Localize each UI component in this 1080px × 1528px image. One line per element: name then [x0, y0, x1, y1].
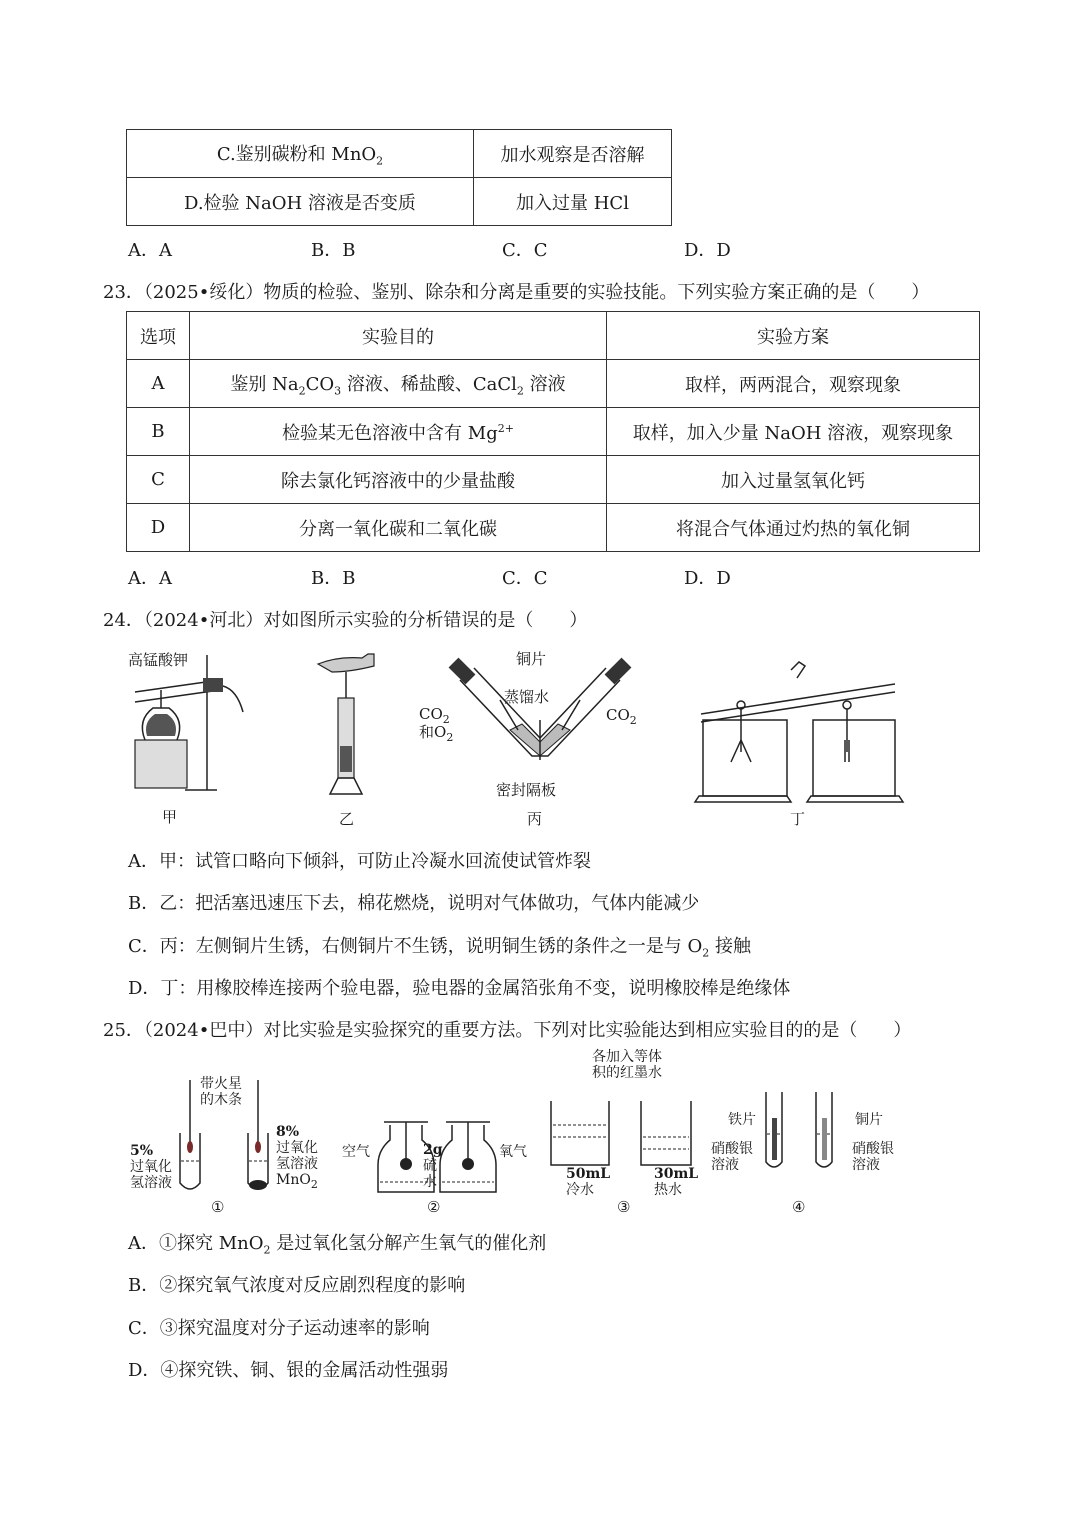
h2o2-5-label: 5% 过氧化 氢溶液: [130, 1143, 172, 1191]
caption-3: ③: [617, 1198, 631, 1216]
q24-stem: 24．（2024•河北）对如图所示实验的分析错误的是（ ）: [103, 610, 588, 631]
table-cell: 鉴别 $Na_2CO_3$ 溶液、稀盐酸、CaCl$_2$ 溶液: [190, 360, 607, 408]
q25-stem: 25．（2024•巴中）对比实验是实验探究的重要方法。下列对比实验能达到相应实验目的的是（ ）: [103, 1020, 912, 1041]
q25-answer-c[interactable]: C．③探究温度对分子运动速率的影响: [128, 1318, 430, 1339]
table-cell: C.鉴别碳粉和 MnO$_2$: [127, 130, 474, 178]
co2-o2-label-2: 和$O_2$: [419, 723, 454, 744]
table-cell: A: [127, 360, 190, 408]
q25-answer-b[interactable]: B．②探究氧气浓度对反应剧烈程度的影响: [128, 1275, 466, 1296]
option-a[interactable]: A．A: [128, 568, 172, 589]
co2-label: $CO_2$: [606, 706, 637, 727]
splint-label: 带火星 的木条: [200, 1076, 242, 1108]
table-cell: 加入过量氢氧化钙: [607, 456, 980, 504]
table-cell: C: [127, 456, 190, 504]
table-cell: 取样，加入少量 NaOH 溶液，观察现象: [607, 408, 980, 456]
caption-4: ④: [792, 1198, 806, 1216]
cold-water-label: 50mL 冷水: [566, 1166, 611, 1198]
iron-label: 铁片: [728, 1112, 756, 1128]
sulfur-label: 2g 硫 水: [423, 1142, 443, 1190]
caption-bing: 丙: [527, 810, 543, 828]
table-header: 实验方案: [607, 312, 980, 360]
partition-label: 密封隔板: [496, 781, 557, 799]
hot-water-label: 30mL 热水: [654, 1166, 699, 1198]
figure-air-piston: [310, 654, 380, 804]
distilled-water-label: 蒸馏水: [504, 688, 550, 706]
q25-answer-d[interactable]: D．④探究铁、铜、银的金属活动性强弱: [128, 1360, 449, 1381]
kmno4-label: 高锰酸钾: [128, 651, 189, 669]
figure-beakers: [545, 1095, 695, 1175]
co2-o2-label: $CO_2$: [419, 705, 450, 726]
table-cell: 加水观察是否溶解: [474, 130, 672, 178]
q22-table: [126, 129, 672, 226]
option-d[interactable]: D．D: [684, 240, 731, 261]
table-cell: 取样，两两混合，观察现象: [607, 360, 980, 408]
ink-label: 各加入等体 积的红墨水: [592, 1049, 662, 1081]
caption-2: ②: [427, 1198, 441, 1216]
option-d[interactable]: D．D: [684, 568, 731, 589]
q25-answer-a[interactable]: A．①探究 MnO$_2$ 是过氧化氢分解产生氧气的催化剂: [128, 1233, 547, 1257]
air-label: 空气: [342, 1144, 370, 1160]
q24-answer-c[interactable]: C．丙：左侧铜片生锈，右侧铜片不生锈，说明铜生锈的条件之一是与 $O_2$ 接触: [128, 936, 751, 960]
table-header: 实验目的: [190, 312, 607, 360]
q23-table: [126, 311, 980, 552]
h2o2-8-label: 8% 过氧化 氢溶液 MnO$_2$: [276, 1124, 318, 1191]
table-cell: D: [127, 504, 190, 552]
q22-options: [128, 236, 828, 262]
q23-options: [128, 564, 828, 590]
copper-strip-label: 铜片: [855, 1112, 883, 1128]
agno3-label-1: 硝酸银 溶液: [711, 1141, 753, 1173]
q24-answer-d[interactable]: D．丁：用橡胶棒连接两个验电器，验电器的金属箔张角不变，说明橡胶棒是绝缘体: [128, 978, 791, 999]
option-b[interactable]: B．B: [311, 240, 356, 261]
table-cell: 将混合气体通过灼热的氧化铜: [607, 504, 980, 552]
caption-ding: 丁: [790, 810, 806, 828]
option-c[interactable]: C．C: [502, 568, 548, 589]
oxygen-label: 氧气: [499, 1144, 527, 1160]
caption-jia: 甲: [162, 808, 178, 826]
caption-1: ①: [211, 1198, 225, 1216]
figure-heating-apparatus: [125, 650, 265, 795]
option-b[interactable]: B．B: [311, 568, 356, 589]
table-cell: 加入过量 HCl: [474, 178, 672, 226]
q24-answer-a[interactable]: A．甲：试管口略向下倾斜，可防止冷凝水回流使试管炸裂: [128, 851, 591, 872]
agno3-label-2: 硝酸银 溶液: [852, 1141, 894, 1173]
option-c[interactable]: C．C: [502, 240, 548, 261]
table-cell: 分离一氧化碳和二氧化碳: [190, 504, 607, 552]
option-a[interactable]: A．A: [128, 240, 172, 261]
q23-stem: 23．（2025•绥化）物质的检验、鉴别、除杂和分离是重要的实验技能。下列实验方案正确的是（ ）: [103, 282, 930, 303]
q24-answer-b[interactable]: B．乙：把活塞迅速压下去，棉花燃烧，说明对气体做功，气体内能减少: [128, 893, 700, 914]
table-cell: 除去氯化钙溶液中的少量盐酸: [190, 456, 607, 504]
table-cell: D.检验 NaOH 溶液是否变质: [127, 178, 474, 226]
copper-label: 铜片: [516, 650, 547, 668]
figure-electroscopes: [695, 650, 910, 810]
table-cell: B: [127, 408, 190, 456]
figure-metal-tubes: [760, 1088, 840, 1178]
table-header: 选项: [127, 312, 190, 360]
caption-yi: 乙: [339, 810, 355, 828]
table-cell: 检验某无色溶液中含有 $Mg^{2+}$: [190, 408, 607, 456]
